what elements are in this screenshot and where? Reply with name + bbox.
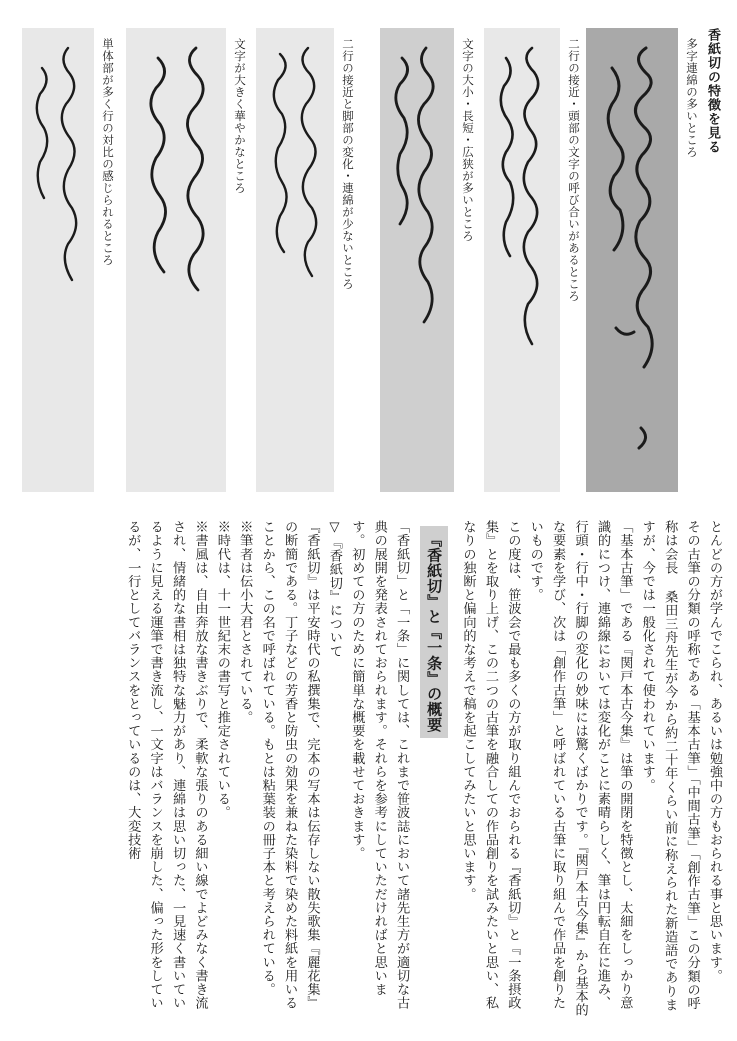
calligraphy-strip-6	[22, 28, 94, 492]
calligraphy-brushwork-icon	[22, 28, 94, 492]
calligraphy-strip-5	[126, 28, 226, 492]
calligraphy-strip-2	[484, 28, 560, 492]
caption-1: 多字連綿の多いところ	[685, 38, 699, 158]
note-item: ※筆者は伝小大君とされている。	[237, 520, 253, 724]
note-item: ※時代は、十一世紀末の書写と推定されている。	[214, 520, 230, 820]
paragraph: とんどの方が学んでこられ、あるいは勉強中の方もおられる事と思います。	[707, 520, 722, 983]
calligraphy-brushwork-icon	[586, 28, 678, 492]
calligraphy-brushwork-icon	[256, 28, 334, 492]
caption-2: 二行の接近・頭部の文字の呼び合いがあるところ	[567, 38, 581, 302]
calligraphy-strip-1	[586, 28, 678, 492]
paragraph: この度は、笹波会で最も多くの方が取り組んでおられる『香紙切』と『一条摂政集』とを取り上げ、この二つの古筆を融合しての作品創りを試みたいと思い、私なりの独断と偏向的な考えで稿を起こしてみたいと思います。	[460, 520, 521, 1010]
paragraph: その古筆の分類の呼称である「基本古筆」「中間古筆」「創作古筆」この分類の呼称は会長 桑田三舟先生が今から約二十年くらい前に称えられた新造語でありますが、今では一般化されて使われています。	[639, 520, 700, 1012]
calligraphy-brushwork-icon	[380, 28, 454, 492]
caption-6: 単体部が多く行の対比の感じられるところ	[101, 38, 115, 266]
note-item: ※書風は、自由奔放な書きぶりで、柔軟な張りのある細い線でよどみなく書き流され、情緒的な書相は独特な魅力があり、連綿は思い切った、一見速く書いているように見える運筆で書き流し、一文字はバランスを崩した、偏った形をしているが、一行としてバランスをとっているのは、大変技術	[125, 520, 208, 1010]
calligraphy-strip-3	[380, 28, 454, 492]
calligraphy-brushwork-icon	[126, 28, 226, 492]
section-heading: 『香紙切』と『一条』の概要	[420, 526, 448, 738]
calligraphy-brushwork-icon	[484, 28, 560, 492]
body-text	[15, 520, 725, 1020]
caption-3: 文字の大小・長短・広狭が多いところ	[461, 38, 475, 242]
caption-5: 文字が大きく華やかなところ	[233, 38, 247, 194]
caption-4: 二行の接近と脚部の変化・連綿が少ないところ	[341, 38, 355, 290]
paragraph: 『香紙切』は平安時代の私撰集で、完本の写本は伝存しない散失歌集『麗花集』の断簡である。丁子などの芳香と防虫の効果を兼ねた染料で染めた料紙を用いることから、この名で呼ばれている。もとは粘葉装の冊子本と考えられている。	[259, 520, 320, 1010]
calligraphy-strip-4	[256, 28, 334, 492]
subheading: ▽『香紙切』について	[326, 520, 342, 658]
paragraph: 「基本古筆」である『関戸本古今集』は筆の開閉を特徴とし、太細をしっかり意識的につけ、連綿線においては変化がことに素晴らしく、筆は円転自在に進み、行頭・行中・行脚の変化の妙味には驚くばかりです。『関戸本古今集』から基本的な要素を学び、次は「創作古筆」と呼ばれている古筆に取り組んで作品を創りたいものです。	[527, 520, 633, 1017]
paragraph: 「香紙切」と「一条」に関しては、これまで笹波誌において諸先生方が適切な古典の展開を発表されておられます。それらを参考にしていただければと思います。初めての方のために簡単な概要を載せておきます。	[349, 520, 410, 1010]
figure-main-title: 香紙切の特徴を見る	[705, 28, 720, 154]
